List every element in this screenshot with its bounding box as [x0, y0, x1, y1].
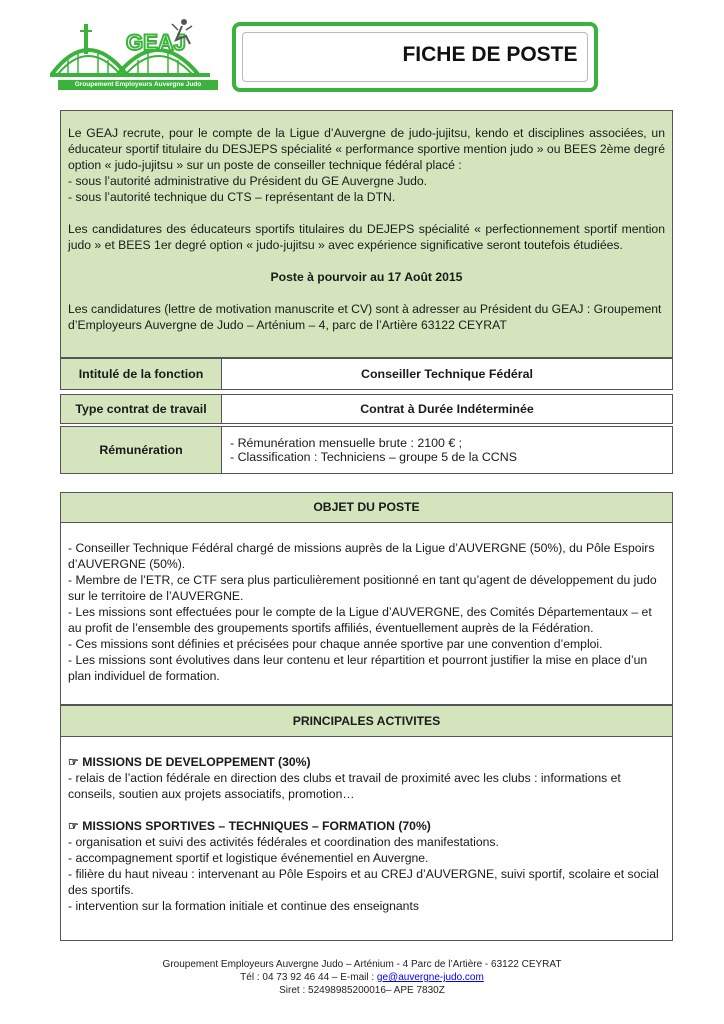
activites-header: PRINCIPALES ACTIVITES: [60, 705, 673, 737]
deadline: Poste à pourvoir au 17 Août 2015: [270, 270, 463, 284]
mission-dev-line-1: - relais de l’action fédérale en direction des clubs et travail de proximité avec les clubs : informations et conseils, soutien aux projets associatifs, promotion…: [68, 771, 621, 801]
table-row: [60, 426, 673, 474]
row-label: Intitulé de la fonction: [61, 359, 222, 389]
page-title: FICHE DE POSTE: [402, 43, 578, 66]
intro-paragraph-1: Le GEAJ recrute, pour le compte de la Ligue d’Auvergne de judo-jujitsu, kendo et disciplines associées, un éducateur sportif titulaire du DESJEPS spécialité « performance sportive mention judo » ou BEES 2ème degré option « judo-jujitsu » sur un poste de conseiller technique fédéral placé :: [68, 126, 665, 172]
mission-sport-line-4: - intervention sur la formation initiale et continue des enseignants: [68, 899, 419, 913]
objet-header: OBJET DU POSTE: [60, 492, 673, 523]
footer-siret: Siret : 52498985200016– APE 7830Z: [279, 985, 445, 996]
row-value: [222, 427, 672, 473]
row-value: Conseiller Technique Fédéral: [222, 359, 672, 389]
objet-line-5: - Les missions sont évolutives dans leur contenu et leur répartition et pourront justifier la mise en place d’un plan individuel de formation.: [68, 653, 648, 683]
remuneration-line-1: - Rémunération mensuelle brute : 2100 € ;: [230, 436, 463, 450]
table-row: [60, 358, 673, 390]
row-label: Type contrat de travail: [61, 395, 222, 423]
mission-sport-heading: ☞ MISSIONS SPORTIVES – TECHNIQUES – FORMATION (70%): [68, 819, 431, 833]
objet-line-2: - Membre de l’ETR, ce CTF sera plus particulièrement positionné en tant qu’agent de développement du judo sur le territoire de l’AUVERGNE.: [68, 573, 657, 603]
footer: [0, 958, 724, 997]
table-row: [60, 394, 673, 424]
footer-email-link[interactable]: ge@auvergne-judo.com: [376, 972, 484, 983]
mission-sport-line-3: - filière du haut niveau : intervenant au Pôle Espoirs et au CREJ d’AUVERGNE, suivi sportif, scolaire et social des sportifs.: [68, 867, 659, 897]
footer-phone: Tél : 04 73 92 46 44 – E-mail :: [240, 972, 377, 983]
mission-sport-line-2: - accompagnement sportif et logistique événementiel en Auvergne.: [68, 851, 429, 865]
geaj-logo: [48, 16, 228, 100]
intro-line-1: - sous l’autorité administrative du Président du GE Auvergne Judo.: [68, 174, 428, 188]
row-label: Rémunération: [61, 427, 222, 473]
intro-section: [60, 110, 673, 358]
activites-body: [60, 737, 673, 941]
mission-dev-heading: ☞ MISSIONS DE DEVELOPPEMENT (30%): [68, 755, 311, 769]
logo-caption: Groupement Employeurs Auvergne Judo: [58, 80, 218, 90]
footer-address: Groupement Employeurs Auvergne Judo – Arténium - 4 Parc de l’Artière - 63122 CEYRAT: [162, 959, 562, 970]
row-value: Contrat à Durée Indéterminée: [222, 395, 672, 423]
logo-letters: GEAJ: [126, 30, 186, 55]
footer-contact: [0, 971, 724, 984]
title-box: [232, 22, 598, 92]
intro-line-2: - sous l’autorité technique du CTS – représentant de la DTN.: [68, 190, 396, 204]
objet-line-1: - Conseiller Technique Fédéral chargé de missions auprès de la Ligue d’AUVERGNE (50%), du Pôle Espoirs d’AUVERGNE (50%).: [68, 541, 655, 571]
remuneration-line-2: - Classification : Techniciens – groupe 5 de la CCNS: [230, 450, 517, 464]
intro-paragraph-2: Les candidatures des éducateurs sportifs titulaires du DEJEPS spécialité « perfectionnement sportif mention judo » et BEES 1er degré option « judo-jujitsu » avec expérience significative seront toutefois étudiées.: [68, 222, 665, 252]
objet-body: [60, 523, 673, 705]
intro-paragraph-3: Les candidatures (lettre de motivation manuscrite et CV) sont à adresser au Président du GEAJ : Groupement d’Employeurs Auvergne de Judo – Arténium – 4, parc de l’Artière 63122 CEYRAT: [68, 302, 662, 332]
mission-sport-line-1: - organisation et suivi des activités fédérales et coordination des manifestations.: [68, 835, 499, 849]
objet-line-3: - Les missions sont effectuées pour le compte de la Ligue d’AUVERGNE, des Comités Départementaux – et au profit de l’ensemble des groupements sportifs affiliés, éventuellement auprès de la Fédération.: [68, 605, 652, 635]
objet-line-4: - Ces missions sont définies et précisées pour chaque année sportive par une convention d’emploi.: [68, 637, 603, 651]
